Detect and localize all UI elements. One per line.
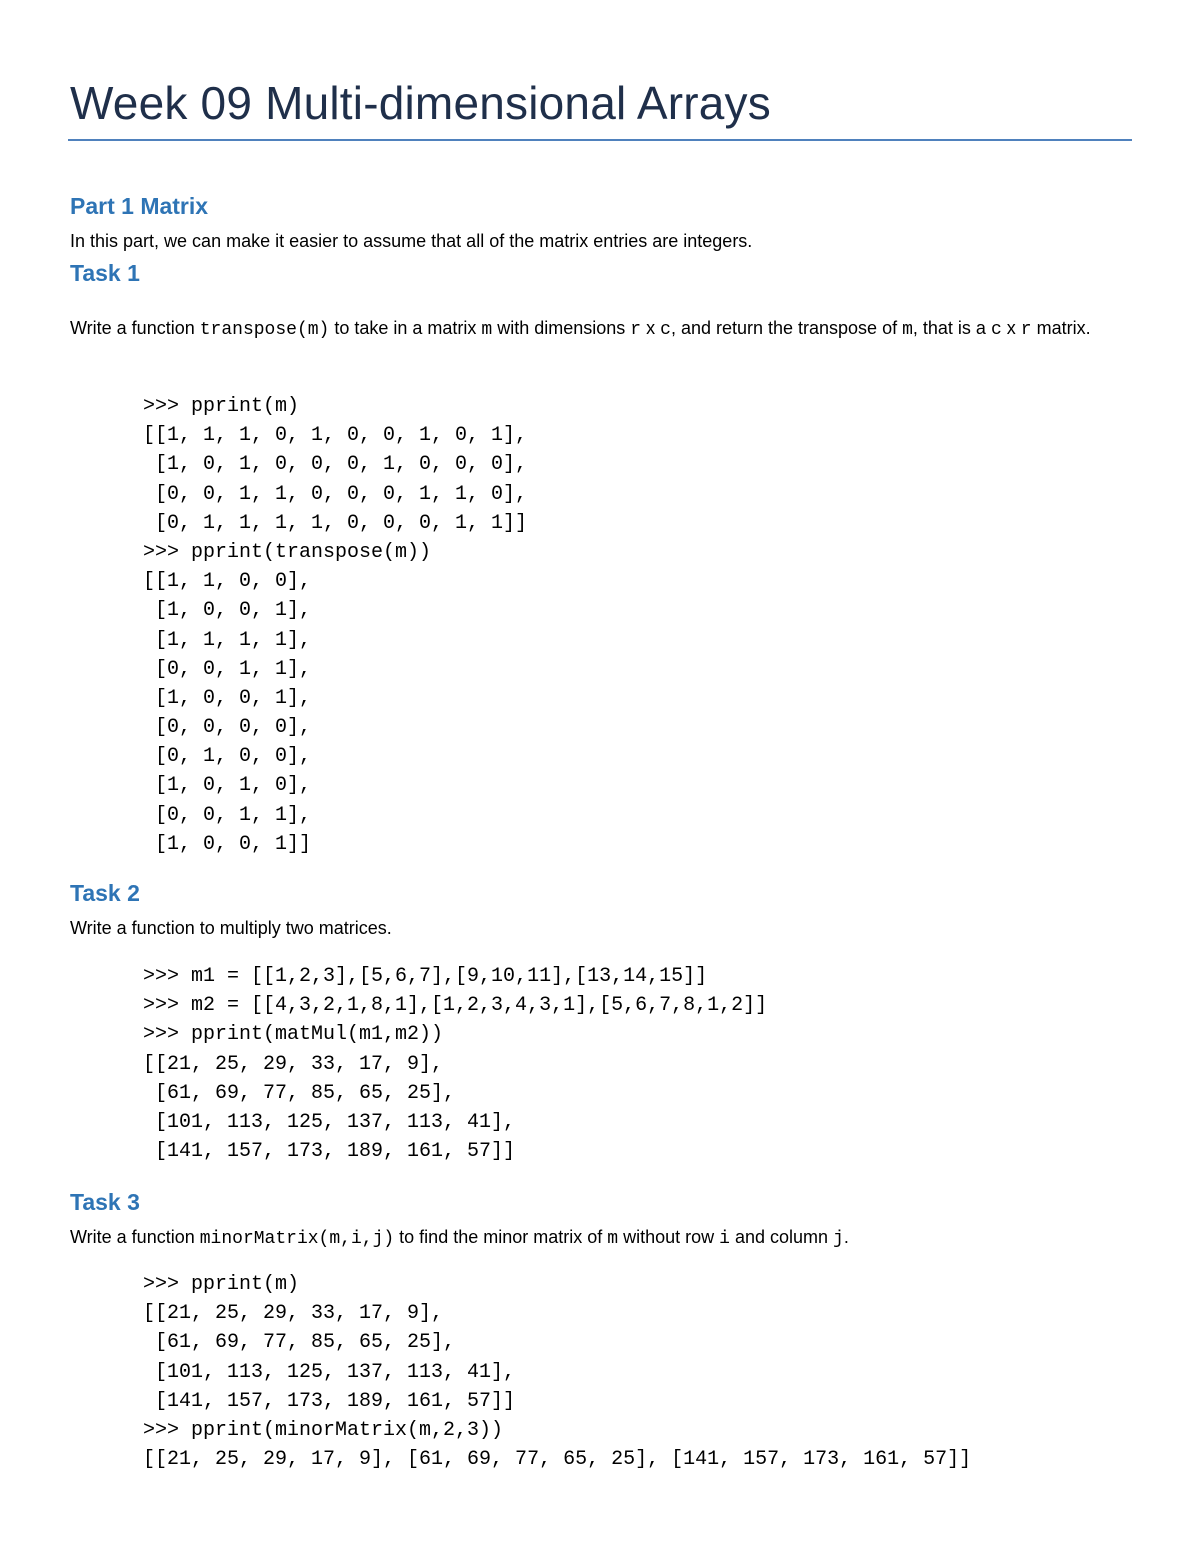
code-line: [0, 0, 1, 1], (143, 803, 312, 827)
code-line: [61, 69, 77, 85, 65, 25], (143, 1331, 456, 1355)
code-line: [[21, 25, 29, 33, 17, 9], (143, 1302, 444, 1326)
task3-code-block (143, 1270, 971, 1474)
code-line: [1, 1, 1, 1], (143, 628, 312, 652)
code-line: >>> pprint(matMul(m1,m2)) (143, 1023, 444, 1047)
code-line: >>> pprint(m) (143, 1273, 300, 1296)
code-line: >>> pprint(m) (143, 395, 300, 418)
title-divider (68, 139, 1132, 141)
code-line: [0, 0, 1, 1, 0, 0, 0, 1, 1, 0], (143, 482, 528, 506)
code-line: [101, 113, 125, 137, 113, 41], (143, 1360, 516, 1384)
code-line: [1, 0, 0, 1], (143, 599, 312, 623)
code-transpose: transpose(m) (199, 320, 330, 340)
part1-intro: In this part, we can make it easier to assume that all of the matrix entries are integers. (70, 231, 753, 251)
code-line: [1, 0, 0, 1], (143, 686, 312, 710)
code-line: >>> m2 = [[4,3,2,1,8,1],[1,2,3,4,3,1],[5,6,7,8,1,2]] (143, 994, 768, 1018)
code-line: [1, 0, 0, 1]] (143, 832, 312, 856)
code-line: [0, 1, 0, 0], (143, 745, 312, 769)
task3-description: Write a function minorMatrix(m,i,j) to find the minor matrix of m without row i and column j. (70, 1227, 849, 1249)
code-line: >>> pprint(transpose(m)) (143, 540, 432, 564)
code-line: >>> m1 = [[1,2,3],[5,6,7],[9,10,11],[13,14,15]] (143, 965, 708, 988)
code-line: >>> pprint(minorMatrix(m,2,3)) (143, 1418, 504, 1442)
code-line: [141, 157, 173, 189, 161, 57]] (143, 1389, 516, 1413)
code-line: [[1, 1, 1, 0, 1, 0, 0, 1, 0, 1], (143, 424, 528, 448)
task3-heading: Task 3 (70, 1189, 140, 1215)
part1-heading: Part 1 Matrix (70, 193, 209, 219)
page-title: Week 09 Multi-dimensional Arrays (70, 77, 771, 129)
code-line: [0, 1, 1, 1, 1, 0, 0, 0, 1, 1]] (143, 511, 528, 535)
code-line: [61, 69, 77, 85, 65, 25], (143, 1081, 456, 1105)
code-line: [141, 157, 173, 189, 161, 57]] (143, 1140, 516, 1164)
task1-code-block (143, 392, 527, 859)
task2-code-block (143, 962, 767, 1166)
code-line: [[21, 25, 29, 17, 9], [61, 69, 77, 65, 25], [141, 157, 173, 161, 57]] (143, 1448, 972, 1472)
task1-description: Write a function transpose(m) to take in a matrix m with dimensions r x c, and return the transpose of m, that is a c x r matrix. (70, 318, 1091, 340)
code-line: [0, 0, 1, 1], (143, 657, 312, 681)
task1-heading: Task 1 (70, 260, 140, 286)
code-line: [1, 0, 1, 0, 0, 0, 1, 0, 0, 0], (143, 453, 528, 477)
code-minor-matrix: minorMatrix(m,i,j) (199, 1229, 395, 1249)
code-line: [0, 0, 0, 0], (143, 716, 312, 740)
code-line: [101, 113, 125, 137, 113, 41], (143, 1110, 516, 1134)
code-line: [[21, 25, 29, 33, 17, 9], (143, 1052, 444, 1076)
task2-description: Write a function to multiply two matrices. (70, 918, 392, 938)
code-line: [1, 0, 1, 0], (143, 774, 312, 798)
task2-heading: Task 2 (70, 880, 140, 906)
code-line: [[1, 1, 0, 0], (143, 570, 312, 594)
